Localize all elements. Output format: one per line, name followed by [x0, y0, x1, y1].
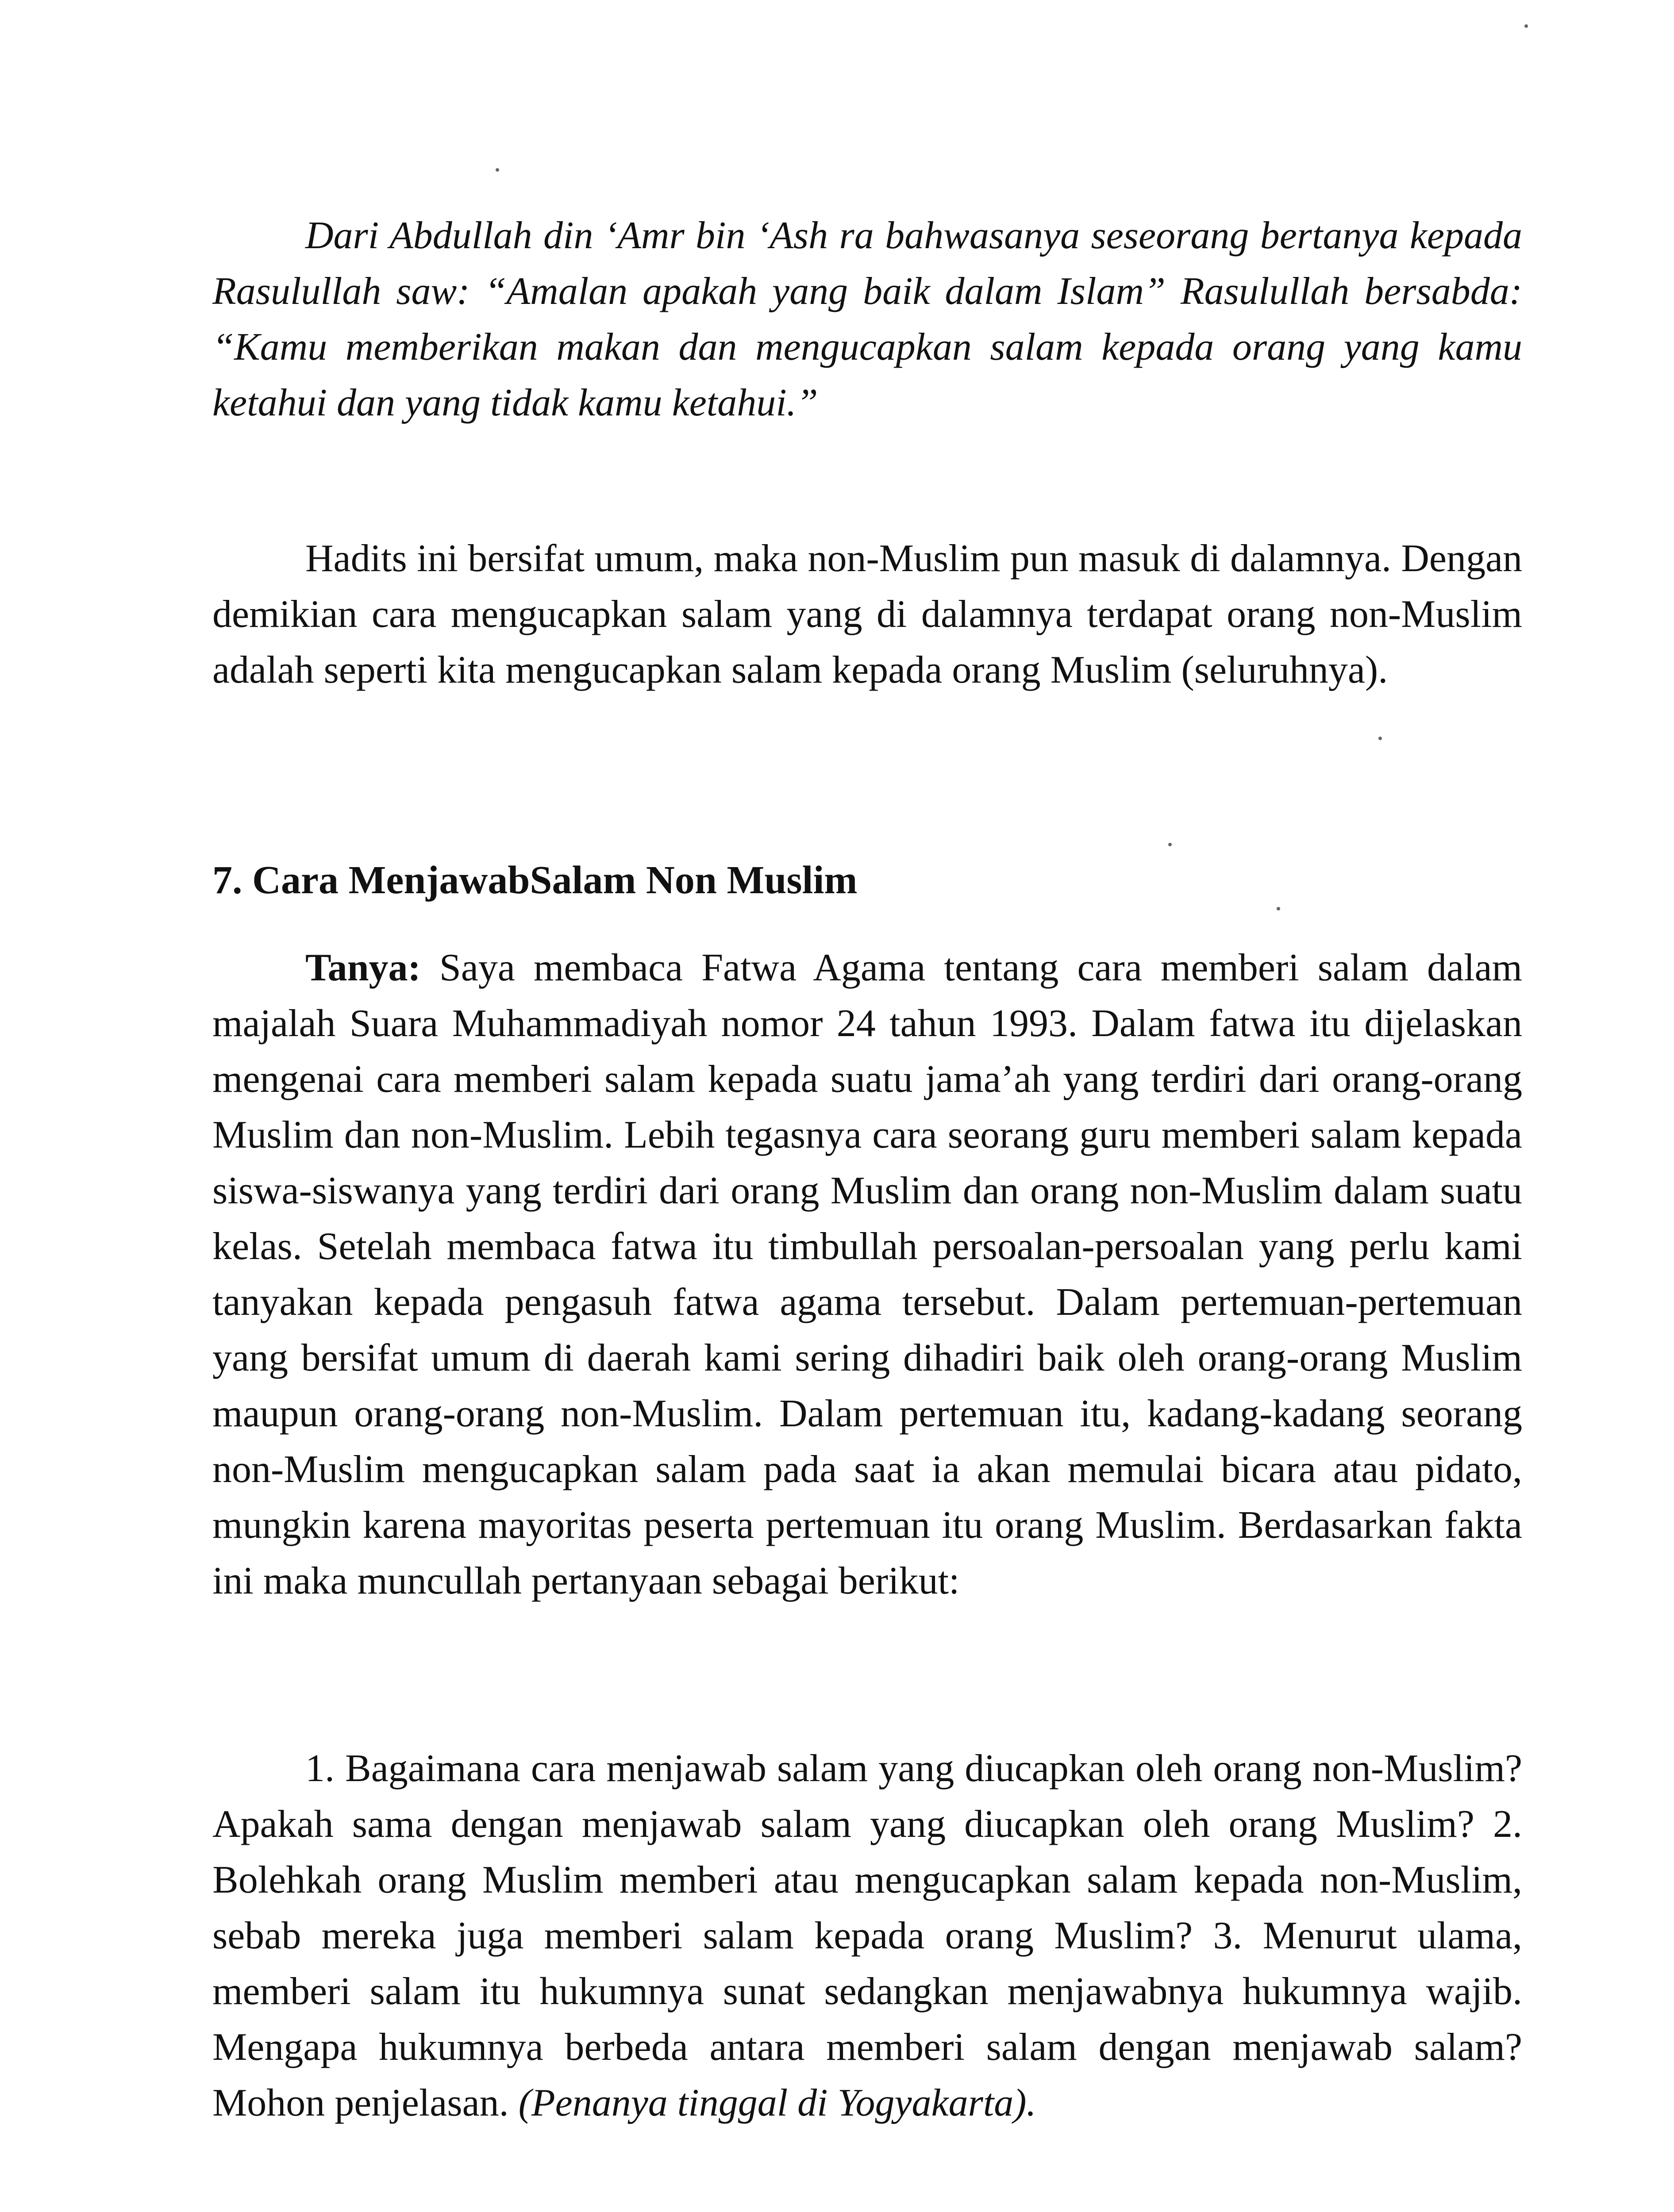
- scan-speck: [496, 168, 499, 172]
- question-list-paragraph: [212, 1741, 1522, 2131]
- scan-speck: [1168, 843, 1172, 846]
- asker-note: (Penanya tinggal di Yogyakarta).: [518, 2081, 1036, 2124]
- scan-speck: [1378, 737, 1382, 740]
- scan-speck: [1524, 24, 1528, 28]
- hadith-quote: Dari Abdullah din ‘Amr bin ‘Ash ra bahwasanya seseorang bertanya kepada Rasulullah saw: “Amalan apakah yang baik dalam Islam” Rasulullah bersabda: “Kamu memberikan makan dan mengucapkan salam kepada orang yang kamu ketahui dan yang tidak kamu ketahui.”: [212, 214, 1522, 424]
- tanya-label: Tanya:: [305, 946, 421, 989]
- question-body: Saya membaca Fatwa Agama tentang cara memberi salam dalam majalah Suara Muhammadiyah nomor 24 tahun 1993. Dalam fatwa itu dijelaskan mengenai cara memberi salam kepada suatu jama’ah yang terdiri dari orang-orang Muslim dan non-Muslim. Lebih tegasnya cara seorang guru memberi salam kepada siswa-siswanya yang terdiri dari orang Muslim dan orang non-Muslim dalam suatu kelas. Setelah membaca fatwa itu timbullah persoalan-persoalan yang perlu kami tanyakan kepada pengasuh fatwa agama tersebut. Dalam pertemuan-pertemuan yang bersifat umum di daerah kami sering dihadiri baik oleh orang-orang Muslim maupun orang-orang non-Muslim. Dalam pertemuan itu, kadang-kadang seorang non-Muslim mengucapkan salam pada saat ia akan memulai bicara atau pidato, mungkin karena mayoritas peserta pertemuan itu orang Muslim. Berdasarkan fakta ini maka muncullah pertanyaan sebagai berikut:: [212, 946, 1522, 1602]
- question-paragraph: [212, 940, 1522, 1609]
- section-heading: 7. Cara MenjawabSalam Non Muslim: [212, 858, 858, 902]
- question-list-body: 1. Bagaimana cara menjawab salam yang diucapkan oleh orang non-Muslim? Apakah sama dengan menjawab salam yang diucapkan oleh orang Muslim? 2. Bolehkah orang Muslim memberi atau mengucapkan salam kepada non-Muslim, sebab mereka juga memberi salam kepada orang Muslim? 3. Menurut ulama, memberi salam itu hukumnya sunat sedangkan menjawabnya hukumnya wajib. Mengapa hukumnya berbeda antara memberi salam dengan menjawab salam? Mohon penjelasan.: [212, 1747, 1522, 2124]
- scan-speck: [1277, 907, 1280, 910]
- hadith-explanation-paragraph: Hadits ini bersifat umum, maka non-Muslim pun masuk di dalamnya. Dengan demikian cara mengucapkan salam yang di dalamnya terdapat orang non-Muslim adalah seperti kita mengucapkan salam kepada orang Muslim (seluruhnya).: [212, 537, 1522, 691]
